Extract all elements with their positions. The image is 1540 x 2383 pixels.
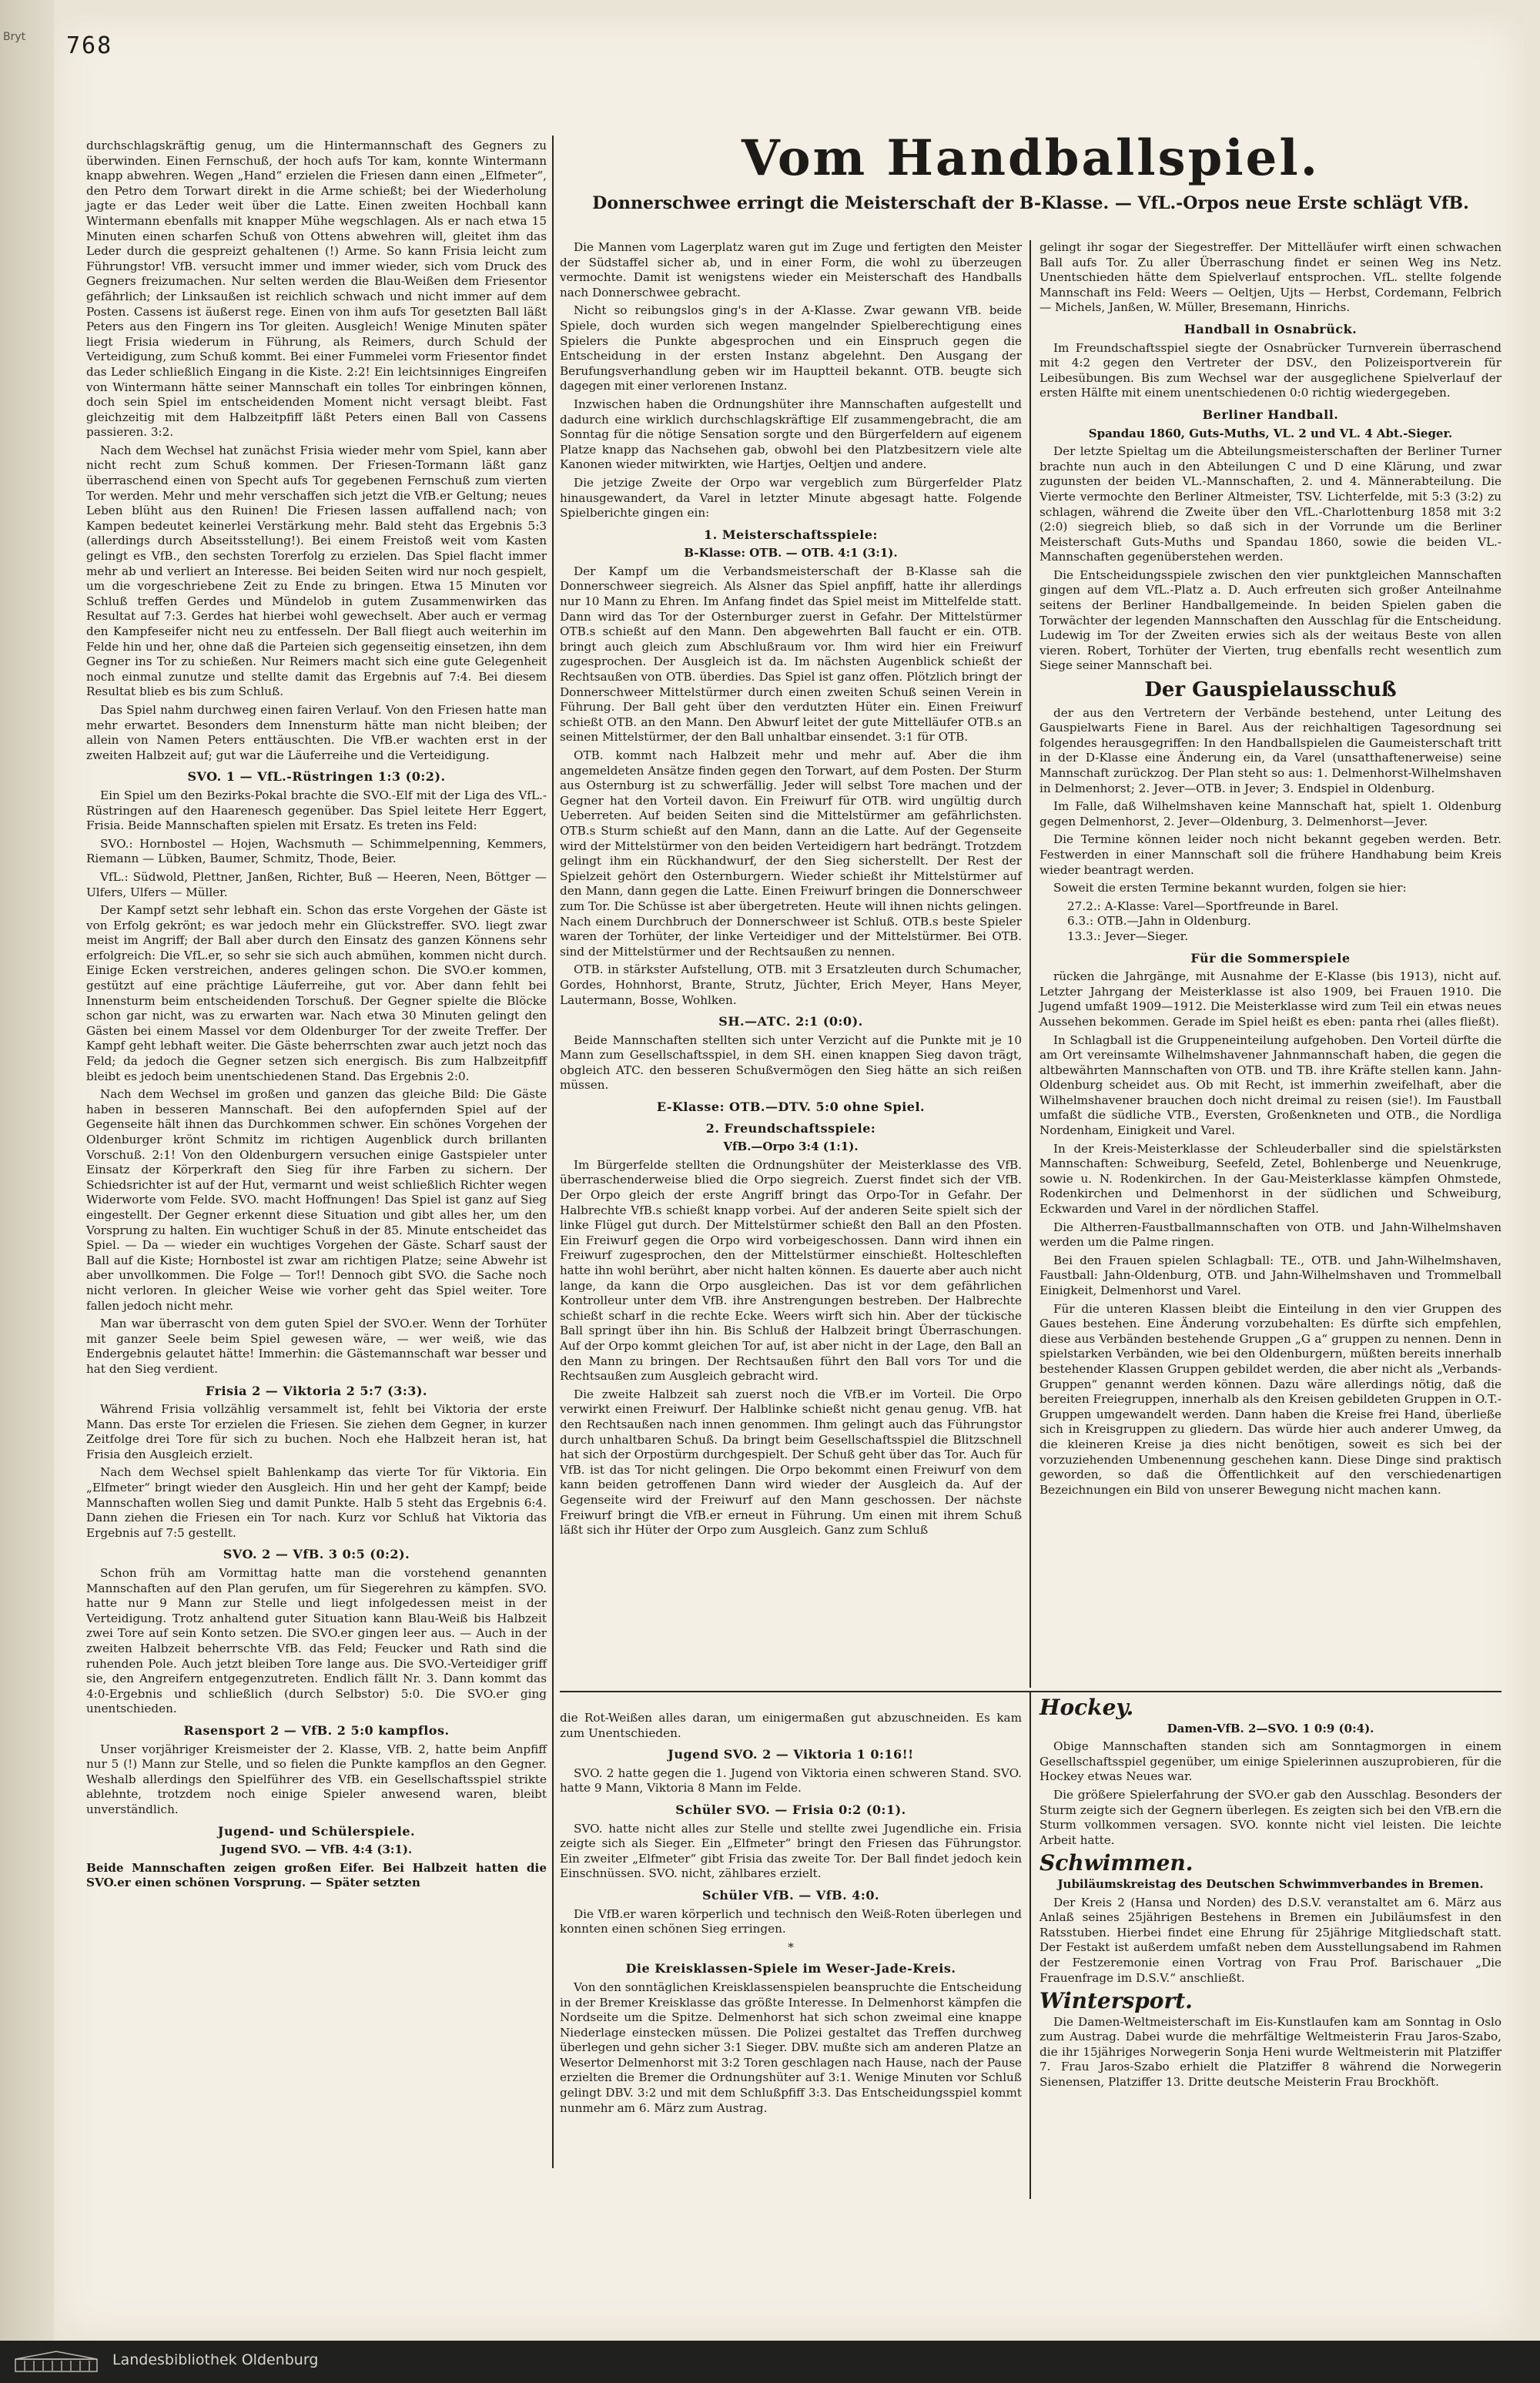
match-heading: SVO. 2 — VfB. 3 0:5 (0:2). xyxy=(223,1547,410,1562)
paragraph: Inzwischen haben die Ordnungshüter ihre Mannschaften aufgestellt und dadurch eine wirklich durchschlagskräftige Elf zusammengebracht, die am Sonntag für die nötige Sensation sorgte und den Bürgerfeldern auf eigenem Platze knapp das Nachsehen gab, obwohl bei den Platzbesitzern viele alte Kanonen wieder mitwirkten, wie Hartjes, Oeltjen und andere. xyxy=(560,397,1022,472)
lineup: VfL.: Südwold, Plettner, Janßen, Richter, Buß — Heeren, Neen, Böttger — Ulfers, Ulfers — Müller. xyxy=(86,869,547,899)
match-heading: SVO. 1 — VfL.-Rüstringen 1:3 (0:2). xyxy=(187,769,446,785)
paragraph: Beide Mannschaften stellten sich unter Verzicht auf die Punkte mit je 10 Mann zum Gesellschaftsspiel, in dem SH. einen knappen Sieg davon trägt, obgleich ATC. den besseren Schußvermögen den Sieg hätte an sich reißen müssen. xyxy=(560,1033,1022,1093)
match-heading: SH.—ATC. 2:1 (0:0). xyxy=(718,1014,863,1029)
paragraph: Der Kampf um die Verbandsmeisterschaft der B-Klasse sah die Donnerschweer siegreich. Als Alsner das Spiel anpfiff, hatte ihr allerdings nur 10 Mann zu Ehren. Im Anfang findet das Spiel meist im Mittelfelde statt. Dann wird das Tor der Osternburger zuerst in Gefahr. Der Mittelstürmer OTB.s schießt auf den Mann. Den abgewehrten Ball faucht er ein. OTB. bringt auch gleich zum Abschlußraum vor. Ihm wird hier ein Freiwurf zugesprochen. Der Ausgleich ist da. Im nächsten Augenblick schießt der Rechtsaußen von OTB. überdies. Das Spiel ist ganz offen. Plötzlich bringt der Donnerschweer Mittelstürmer durch einen zweiten Schuß seinen Verein in Führung. Der Ball geht über den verdutzten Hüter ein. Einen Freiwurf schießt OTB. an den Mann. Den Abwurf leitet der gute Mittelläufer OTB.s an seinen Mittelstürmer, der den Ball unhaltbar einsendet. 3:1 für OTB. xyxy=(560,564,1022,745)
paragraph: Für die unteren Klassen bleibt die Einteilung in den vier Gruppen des Gaues bestehen. Eine Änderung vorzubehalten: Es dürfte sich empfehlen, diese aus Verbänden bestehende Gruppen „G a“ gruppen zu nennen. Denn in spielstarken Verbänden, wie bei den Oldenburgern, müßten bereits innerhalb bestehender Klassen Gruppen gebildet werden, die aber nicht als „Verbands-Gruppen“ genannt werden können. Dazu wäre allerdings nötig, daß die bereiten Freiegruppen, innerhalb als den Kreisen gebildeten Gruppen in O.T.-Gruppen umgewandelt werden. Dann haben die Kreise frei Hand, überließe sich in Kreisgruppen zu gliedern. Das würde hier auch anderer Umweg, da die kleineren Kreise ja dies nicht benötigen, soweit es sich bei der vorzuziehenden Umbenennung geschehen kann. Diese Dinge sind praktisch geworden, so daß die Öffentlichkeit auf den verschiedenartigen Bezeichnungen ein Bild von unserer Bewegung nicht machen kann. xyxy=(1040,1301,1502,1497)
paragraph: Die zweite Halbzeit sah zuerst noch die VfB.er im Vorteil. Die Orpo verwirkt einen Freiwurf. Der Halblinke schießt nicht genau genug. VfB. hat den Rechtsaußen nach innen genommen. Ihm gelingt auch das Führungstor durch unhaltbaren Schuß. Da bringt beim Gesellschaftsspiel die Blitzschnell hat sich der Orpostürm durchgespielt. Der Schuß geht über das Tor. Auch für VfB. ist das Tor nicht gelingen. Die Orpo bekommt einen Freiwurf von dem kann beiden getroffenen Dann wird wieder der Ausgleich da. Auf der Gegenseite wird der Freiwurf auf den Mann geschossen. Der nächste Freiwurf bringt die VfB.er erneut in Führung. Um einen mit ihrem Schuß läßt sich ihr Hüter der Orpo zum Ausgleich. Ganz zum Schluß xyxy=(560,1387,1022,1538)
paragraph: Obige Mannschaften standen sich am Sonntagmorgen in einem Gesellschaftsspiel gegenüber, um einige Spielerinnen auszuprobieren, für die Hockey etwas Neues war. xyxy=(1040,1739,1502,1784)
middle-column xyxy=(560,240,1022,1672)
section-heading: Jugend- und Schülerspiele. xyxy=(217,1823,416,1839)
match-heading: E-Klasse: OTB.—DTV. 5:0 ohne Spiel. xyxy=(656,1099,926,1115)
section-heading: 2. Freundschaftsspiele: xyxy=(705,1120,876,1136)
page-subheadline: Donnerschwee erringt die Meisterschaft der B-Klasse. — VfL.-Orpos neue Erste schlägt VfB. xyxy=(592,193,1469,213)
paragraph: Die Entscheidungsspiele zwischen den vier punktgleichen Mannschaften gingen auf dem VfL.-Platz a. D. Auch erfreuten sich großer Anteilnahme seitens der Berliner Handballgemeinde. In beiden Spielen gaben die Torwächter der legenden Mannschaften den Ausschlag für die Entscheidung. Ludewig im Tor der Zweiten erwies sich als der weitaus Beste von allen vieren. Robert, Torhüter der Vierten, trug ebenfalls recht wesentlich zum Siege seiner Mannschaft bei. xyxy=(1040,567,1502,673)
list-item: 13.3.: Jever—Sieger. xyxy=(1067,929,1189,943)
hockey-title: Hockey. xyxy=(1040,1695,1134,1720)
section-heading: Der Gauspielausschuß xyxy=(1144,678,1397,702)
paragraph: Während Frisia vollzählig versammelt ist, fehlt bei Viktoria der erste Mann. Das erste Tor erzielen die Friesen. Sie ziehen dem Gegner, in kurzer Zeitfolge drei Tore für sich zu buchen. Noch ehe Halbzeit heran ist, hat Frisia den Ausgleich erzielt. xyxy=(86,1402,547,1461)
footer-text: Landesbibliothek Oldenburg xyxy=(112,2351,319,2368)
paragraph: Soweit die ersten Termine bekannt wurden, folgen sie hier: xyxy=(1053,881,1407,895)
paragraph: Die VfB.er waren körperlich und technisch den Weiß-Roten überlegen und konnten einen schönen Sieg erringen. xyxy=(560,1906,1022,1936)
paragraph: Die größere Spielerfahrung der SVO.er gab den Ausschlag. Besonders der Sturm zeigte sich der Gegnern überlegen. Es zeigten sich bei den VfB.ern die Sturm vollkommen versagen. SVO. konnte nicht viel leisten. Die leichte Arbeit hatte. xyxy=(1040,1787,1502,1847)
scan-left-edge xyxy=(0,0,54,2383)
paragraph: Schon früh am Vormittag hatte man die vorstehend genannten Mannschaften auf den Plan gerufen, um für Siegerehren zu kämpfen. SVO. hatte nur 9 Mann zur Stelle und liegt infolgedessen meist in der Verteidigung. Trotz anhaltend guter Situation kann Blau-Weiß bis Halbzeit zwei Tore auf sein Konto setzen. Die SVO.er gingen leer aus. — Auch in der zweiten Halbzeit beherrschte VfB. das Feld; Feucker und Rath sind die ruhenden Pole. Auch jetzt bleiben Tore lange aus. Die SVO.-Verteidiger griff sie, den Angreifern entgegenzutreten. Endlich fällt Nr. 3. Dann kommt das 4:0-Ergebnis und schließlich (durch Selbstor) 5:0. Die SVO.er ging unentschieden. xyxy=(86,1566,547,1716)
paragraph: Von den sonntäglichen Kreisklassenspielen beanspruchte die Entscheidung in der Bremer Kreisklasse das größte Interesse. In Delmenhorst kämpfen die Nordseite um die Spitze. Delmenhorst hat sich schon zweimal eine knappe Niederlage einstecken müssen. Die Polizei gestaltet das Treffen durchweg überlegen und gehn sicher 3:1 Sieger. DBV. mußte sich am anderen Platze an Wesertor Delmenhorst mit 3:2 Toren geschlagen nach Hause, nach der Pause erzielten die Bremer die Ordnungshüter auf 3:1. Wenige Minuten vor Schluß gelingt DBV. 3:2 und mit dem Schlußpfiff 3:3. Das Entscheidungsspiel kommt nunmehr am 6. März zum Austrag. xyxy=(560,1980,1022,2115)
paragraph: Im Bürgerfelde stellten die Ordnungshüter der Meisterklasse des VfB. überraschenderweise blied die Orpo siegreich. Zuerst findet sich der VfB. Der Orpo gleich der erste Angriff bringt das Orpo-Tor in Gefahr. Der Halbrechte VfB.s schießt knapp vorbei. Auf der anderen Seite spielt sich der linke Flügel gut durch. Der Mittelstürmer schießt den Ball an den Pfosten. Ein Freiwurf gegen die Orpo wird vorbeigeschossen. Dann wird ihnen ein Freiwurf zugesprochen, den der Mittelstürmer einschießt. Holteschleften hatte ihn wohl berührt, aber nicht halten können. Es dauerte aber auch nicht lange, da kann die Orpo ausgleichen. Das ist vor dem gefährlichen Kontrolleur unter dem VfB. ihre Anstrengungen bestreben. Der Halbrechte schießt scharf in die rechte Ecke. Weers wirft sich hin. Aber der tückische Ball springt über ihn hin. Bis Schluß der Halbzeit bringt Überraschungen. Auf der Orpo kommt gleichen Tor auf, ist aber nicht in der Lage, den Ball an den Mann zu bringen. Der Rechtsaußen führt den Ball vors Tor und die Rechtsaußen zum Ausgleich gebracht wird. xyxy=(560,1157,1022,1384)
paragraph: Nach dem Wechsel hat zunächst Frisia wieder mehr vom Spiel, kann aber nicht recht zum Schuß kommen. Der Friesen-Tormann läßt ganz überraschend einen von Specht aufs Tor gegebenen Fernschuß zum vierten Tor werden. Mehr und mehr verschaffen sich jetzt die VfB.er Geltung; neues Leben blüht aus den Ruinen! Die Friesen lassen auffallend nach; von Kampen bedeutet keinerlei Verstärkung mehr. Bald steht das Ergebnis 5:3 (allerdings durch Abseitsstellung!). Bei einem Freistoß weit vom Kasten gelingt es VfB., den sechsten Torerfolg zu erzielen. Das Spiel flacht immer mehr ab und verliert an Interesse. Bei beiden Seiten wird nur noch gespielt, um die vorgeschriebene Zeit zu Ende zu bringen. Etwa 15 Minuten vor Schluß treffen Gerdes und Mündelob in gutem Zusammenwirken das Resultat auf 7:3. Gerdes hat hierbei wohl gewechselt. Aber auch er vermag den Kampfeseifer nicht neu zu entfesseln. Der Ball fliegt auch weiterhin im Felde hin und her, ohne daß die Parteien sich gegenseitig einsetzen, ihn dem Gegner ins Tor zu schießen. Nur Reimers macht sich eine gute Gelegenheit noch einmal zunutze und stellte damit das Ergebnis auf 7:4. Bei diesem Resultat blieb es bis zum Schluß. xyxy=(86,443,547,699)
paragraph: Die Damen-Weltmeisterschaft im Eis-Kunstlaufen kam am Sonntag in Oslo zum Austrag. Dabei wurde die mehrfältige Weltmeisterin Frau Jaros-Szabo, die ihr 15jähriges Norwegerin Sonja Heni wurde Weltmeisterin mit Platziffer 7. Frau Jaros-Szabo erhielt die Platziffer 8 während die Norwegerin Sienensen, Platziffer 13. Dritte deutsche Meisterin Frau Brockhöft. xyxy=(1040,2014,1502,2090)
corner-mark: Bryt xyxy=(3,31,26,43)
paragraph: die Rot-Weißen alles daran, um einigermaßen gut abzuschneiden. Es kam zum Unentschieden. xyxy=(560,1711,1022,1740)
paragraph: Nach dem Wechsel spielt Bahlenkamp das vierte Tor für Viktoria. Ein „Elfmeter“ bringt wieder den Ausgleich. Hin und her geht der Kampf; beide Mannschaften wollen Sieg und damit Punkte. Halb 5 steht das Ergebnis 6:4. Dann ziehen die Friesen ein Tor nach. Kurz vor Schluß hat Viktoria das Ergebnis auf 7:5 gestellt. xyxy=(86,1465,547,1540)
match-heading: Damen-VfB. 2—SVO. 1 0:9 (0:4). xyxy=(1167,1721,1374,1735)
paragraph: der aus den Vertretern der Verbände bestehend, unter Leitung des Gauspielwarts Fiene in Barel. Aus der reichhaltigen Tagesordnung sei folgendes herausgegriffen: In den Handballspielen die Gaumeisterschaft tritt in der D-Klasse eine Änderung ein, da Varel (unsatthaftenerweise) seine Mannschaft zurückzog. Der Plan steht so aus: 1. Delmenhorst-Wilhelmshaven in Delmenhorst; 2. Jever—OTB. in Jever; 3. Endspiel in Oldenburg. xyxy=(1040,705,1502,795)
list-item: 27.2.: A-Klasse: Varel—Sportfreunde in Barel. xyxy=(1067,899,1339,913)
paragraph: Die Mannen vom Lagerplatz waren gut im Zuge und fertigten den Meister der Südstaffel sicher ab, und in einer Form, die wohl zu überzeugen vermochte. Damit ist wenigstens wieder ein Meisterschaft des Handballs nach Donnerschwee gebracht. xyxy=(560,240,1022,300)
column-rule-2 xyxy=(1029,240,1031,1688)
match-heading: Rasensport 2 — VfB. 2 5:0 kampflos. xyxy=(183,1722,450,1738)
column-rule-1 xyxy=(552,136,554,2168)
middle-bottom-column xyxy=(560,1711,1022,2204)
sports-briefs xyxy=(1040,1695,1502,2208)
paragraph: SVO. 2 hatte gegen die 1. Jugend von Viktoria einen schweren Stand. SVO. hatte 9 Mann, Viktoria 8 Mann im Felde. xyxy=(560,1765,1022,1796)
paragraph: rücken die Jahrgänge, mit Ausnahme der E-Klasse (bis 1913), nicht auf. Letzter Jahrgang der Meisterklasse ist also 1909, bei Frauen 1910. Die Jugend umfaßt 1909—1912. Die Meisterklasse wird zum Teil ein etwas neues Aussehen bekommen. Gerade im Spiel heißt es eben: panta rhei (alles fließt). xyxy=(1040,969,1502,1029)
match-heading: Spandau 1860, Guts-Muths, VL. 2 und VL. 4 Abt.-Sieger. xyxy=(1088,426,1453,440)
paragraph: durchschlagskräftig genug, um die Hintermannschaft des Gegners zu überwinden. Einen Fernschuß, der hoch aufs Tor kam, konnte Wintermann knapp abwehren. Wegen „Hand“ erzielen die Friesen dann einen „Elfmeter“, den Petro dem Torwart direkt in die Arme schießt; bei der Wiederholung jagte er das Leder weit über die Latte. Einen zweiten Hochball kann Wintermann ebenfalls mit knapper Mühe wegschlagen. Als er nach etwa 15 Minuten einen scharfen Schuß von Ottens abwehren will, gleitet ihm das Leder durch die gespreizt gehaltenen (!) Arme. So kann Frisia leicht zum Führungstor! VfB. versucht immer und immer wieder, sich vom Druck des Gegners freizumachen. Nur selten werden die Blau-Weißen dem Friesentor gefährlich; der Linksaußen ist reichlich schwach und nicht immer auf dem Posten. Cassens ist äußerst rege. Einen von ihm aufs Tor gesetzten Ball läßt Peters aus den Fingern ins Tor gleiten. Ausgleich! Wenige Minuten später liegt Frisia wiederum in Führung, als Reimers, durch Schuld der Verteidigung, zum Schuß kommt. Bei einer Fummelei vorm Friesentor findet das Leder schließlich Eingang in die Kiste. 2:2! Ein leichtsinniges Eingreifen von Wintermann hätte seiner Mannschaft ein tolles Tor einbringen können, doch sein Spiel im entscheidenden Moment nicht versagt bleibt. Fast gleichzeitig mit dem Halbzeitpfiff läßt Peters einen Ball von Cassens passieren. 3:2. xyxy=(86,139,547,440)
separator-star: * xyxy=(788,1940,794,1954)
paragraph: Die jetzige Zweite der Orpo war vergeblich zum Bürgerfelder Platz hinausgewandert, da Varel in letzter Minute abgesagt hatte. Folgende Spielberichte gingen ein: xyxy=(560,475,1022,520)
paragraph: Nicht so reibungslos ging's in der A-Klasse. Zwar gewann VfB. beide Spiele, doch wurden sich wegen mangelnder Spielberechtigung eines Spielers die Punkte abgesprochen und ein Einspruch gegen die Entscheidung in der ersten Instanz abgelehnt. Den Ausgang der Berufungsverhandlung geben wir im Hauptteil bekannt. OTB. beugte sich dagegen mit einer verlorenen Instanz. xyxy=(560,303,1022,393)
paragraph: OTB. kommt nach Halbzeit mehr und mehr auf. Aber die ihm angemeldeten Ansätze finden gegen den Torwart, auf dem Posten. Der Sturm aus Osternburg ist zu schwerfällig. Jeder will selbst Tore machen und der Gegner hat den Vorteil davon. Ein Freiwurf für OTB. wird ungültig durch Ueberreten. Auf beiden Seiten sind die Mittelstürmer am gefährlichsten. OTB.s Sturm schießt auf den Mann, dann an die Latte. Auf der Gegenseite wird der Mittelstürmer von den beiden Verteidigern hart bedrängt. Trotzdem gelingt ihm ein Rückhandwurf, der den Sieg sicherstellt. Der Rest der Spielzeit gehört den Osternburgern. Wieder schießt ihr Mittelstürmer auf den Mann, dann gegen die Latte. Einen Freiwurf bringen die Donnerschweer zum Tor. Die Schüsse ist aber übergetreten. Heute will ihnen nichts gelingen. Nach einem Durchbruch der Donnerschweer ist Schluß. OTB.s beste Spieler waren der Torhüter, der linke Verteidiger und der Mittelstürmer. Bei OTB. sind der Mittelstürmer und der Rechtsaußen zu nennen. xyxy=(560,748,1022,959)
lineup: SVO.: Hornbostel — Hojen, Wachsmuth — Schimmelpenning, Kemmers, Riemann — Lübken, Baumer, Schmitz, Thode, Beier. xyxy=(86,836,547,866)
paragraph: Der Kreis 2 (Hansa und Norden) des D.S.V. veranstaltet am 6. März aus Anlaß seines 25jährigen Bestehens in Bremen ein Jubiläumsfest in den Ratsstuben. Hierbei findet eine Ehrung für 25jährige Mitgliedschaft statt. Der Festakt ist außerdem umfaßt neben dem Ausstellungsabend im Rahmen der Festzeremonie einen Vortrag von Frau Prof. Barischauer „Die Frauenfrage im D.S.V.“ anschließt. xyxy=(1040,1895,1502,1985)
page-headline: Vom Handballspiel. xyxy=(742,129,1320,187)
match-heading: B-Klasse: OTB. — OTB. 4:1 (3:1). xyxy=(684,546,898,561)
column-rule-3 xyxy=(1029,1691,1031,2199)
section-heading: Die Kreisklassen-Spiele im Weser-Jade-Kreis. xyxy=(625,1961,956,1976)
library-building-icon xyxy=(14,2350,99,2373)
paragraph: Nach dem Wechsel im großen und ganzen das gleiche Bild: Die Gäste haben in besseren Mannschaft. Bei den aufopfernden Spiel auf der Gegenseite hält ihnen das Durchkommen schwer. Ein schönes Vorgehen der Oldenburger krönt Schmitz im richtigen Augenblick durch brillanten Vorschuß. 2:1! Von den Oldenburgern versuchen einige Gastspieler unter Einsatz der Körperkraft den Sieg für ihre Farben zu sichern. Der Schiedsrichter ist auf der Hut, vermarnt und weist schließlich Richter wegen Widerworte vom Felde. SVO. macht Hoffnungen! Das Spiel ist ganz auf Sieg eingestellt. Der Gegner erkennt diese Situation und gibt alles her, um den Vorsprung zu halten. Ein wuchtiger Schuß in der 85. Minute entscheidet das Spiel. — Da — wieder ein wuchtiges Vorgehen der Gäste. Scharf saust der Ball auf die Kiste; Hornbostel ist zwar am richtigen Platze; seine Abwehr ist aber unvollkommen. Die Folge — Tor!! Dennoch gibt SVO. die Sache noch nicht verloren. In gleicher Weise wie vorher geht das Spiel weiter. Tore fallen jedoch nicht mehr. xyxy=(86,1087,547,1313)
section-heading: 1. Meisterschaftsspiele: xyxy=(704,527,878,542)
paragraph: In der Kreis-Meisterklasse der Schleuderballer sind die spielstärksten Mannschaften: Schweiburg, Seefeld, Zetel, Bohlenberge und Neuenkruge, sowie u. N. Rodenkirchen. In der Gau-Meisterklasse kämpfen Ohmstede, Rodenkirchen und Delmenhorst in der südlichen und Schweiburg, Eckwarden und Varel in der nördlichen Staffel. xyxy=(1040,1141,1502,1217)
section-heading: Für die Sommerspiele xyxy=(1190,950,1351,966)
date-list xyxy=(1067,899,1502,945)
paragraph: Bei den Frauen spielen Schlagball: TE., OTB. und Jahn-Wilhelmshaven, Faustball: Jahn-Oldenburg, OTB. und Jahn-Wilhelmshaven und Trommelball Einigkeit, Delmenhorst und Varel. xyxy=(1040,1253,1502,1297)
section-heading: Handball in Osnabrück. xyxy=(1183,321,1358,336)
match-heading: VfB.—Orpo 3:4 (1:1). xyxy=(723,1140,859,1154)
paragraph: SVO. hatte nicht alles zur Stelle und stellte zwei Jugendliche ein. Frisia zeigte sich als Sieger. Ein „Elfmeter“ bringt den Friesen das Führungstor. Ein zweiter „Elfmeter“ gibt Frisia das zweite Tor. Der Ball findet jedoch kein Einschnüssen. SVO. nicht, zählbares erzielt. xyxy=(560,1821,1022,1881)
match-heading: Jugend SVO. 2 — Viktoria 1 0:16!! xyxy=(668,1747,914,1762)
paragraph: Man war überrascht von dem guten Spiel der SVO.er. Wenn der Torhüter mit ganzer Seele beim Spiel gewesen wäre, — wer weiß, wie das Endergebnis gelautet hätte! Immerhin: die Gästemannschaft war besser und hat den Sieg verdient. xyxy=(86,1317,547,1376)
paragraph: Das Spiel nahm durchweg einen fairen Verlauf. Von den Friesen hatte man mehr erwartet. Besonders dem Innensturm hätte man nicht bleiben; der allein von Namen Peters enttäuschten. Die VfB.er wachten erst in der zweiten Halbzeit auf; gut war die Läuferreihe und die Verteidigung. xyxy=(86,702,547,762)
schwimmen-title: Schwimmen. xyxy=(1040,1850,1194,1876)
match-heading: Schüler SVO. — Frisia 0:2 (0:1). xyxy=(675,1802,906,1817)
paragraph: In Schlagball ist die Gruppeneinteilung aufgehoben. Den Vorteil dürfte die am Ort vereinsamte Wilhelmshavener Jahnmannschaft haben, die gegen die altbewährten Mannschaften von OTB. und TB. ihre Kräfte stellen kann. Jahn-Oldenburg scheidet aus. Ob mit Recht, ist immerhin zweifelhaft, aber die Wilhelmshavener brauchen doch nicht dreimal zu reisen (sie!). Im Faustball umfaßt die südliche VTB., Eversten, Großenkneten und OTB., die Nordliga Nordenham, Einigkeit und Varel. xyxy=(1040,1033,1502,1138)
paragraph: Der letzte Spieltag um die Abteilungsmeisterschaften der Berliner Turner brachte nun auch in den Abteilungen C und D eine Klärung, und zwar zugunsten der beiden VL.-Mannschaften, 2. und 4. Männerabteilung. Die Vierte vermochte den Berliner Altmeister, TSV. Lichterfelde, mit 5:3 (3:2) zu schlagen, während die Zweite über den VfL.-Charlottenburg 1858 mit 3:2 (2:0) siegreich blieb, so daß sich in der Vorrunde um die Berliner Meisterschaft Guts-Muths und Spandau 1860, sowie die beiden VL.-Mannschaften gegenüberstehen werden. xyxy=(1040,444,1502,564)
match-heading: Frisia 2 — Viktoria 2 5:7 (3:3). xyxy=(205,1383,427,1398)
lineup: OTB. in stärkster Aufstellung, OTB. mit 3 Ersatzleuten durch Schumacher, Gordes, Hohnhorst, Brante, Strutz, Jüchter, Erich Meyer, Hans Meyer, Lautermann, Bosse, Wohlken. xyxy=(560,962,1022,1007)
paragraph: Unser vorjähriger Kreismeister der 2. Klasse, VfB. 2, hatte beim Anpfiff nur 5 (!) Mann zur Stelle, und so fielen die Punkte kampflos an den Gegner. Weshalb allerdings den Spielführer des VfB. ein Gesellschaftsspiel strikte ablehnte, trotzdem noch einige Spieler anwesend waren, bleibt unverständlich. xyxy=(86,1742,547,1816)
paragraph: Im Freundschaftsspiel siegte der Osnabrücker Turnverein überraschend mit 4:2 gegen den Vertreter der DSV., den Polizeisportverein für Leibesübungen. Bis zum Wechsel war der ausgeglichene Spielverlauf der ersten Hälfte mit einem unentschiedenen 0:0 richtig wiedergegeben. xyxy=(1040,340,1502,400)
paragraph: Im Falle, daß Wilhelmshaven keine Mannschaft hat, spielt 1. Oldenburg gegen Delmenhorst, 2. Jever—Oldenburg, 3. Delmenhorst—Jever. xyxy=(1040,799,1502,828)
paragraph: Die Termine können leider noch nicht bekannt gegeben werden. Betr. Festwerden in einer Mannschaft soll die frühere Handhabung beim Kreis wieder beantragt werden. xyxy=(1040,832,1502,877)
page-number: 768 xyxy=(66,32,113,59)
match-heading: Jugend SVO. — VfB. 4:4 (3:1). xyxy=(220,1842,413,1857)
paragraph: Der Kampf setzt sehr lebhaft ein. Schon das erste Vorgehen der Gäste ist von Erfolg gekrönt; es war jedoch mehr ein Glückstreffer. SVO. liegt zwar meist im Angriff; der Ball aber durch den Einsatz des ganzen Könnens sehr erfolgreich: Die VfL.er, so sehr sie sich auch abmühen, kommen nicht durch. Einige Ecken verstreichen, anderes gelingen schon. Die SVO.er kommen, gestützt auf eine prächtige Läuferreihe, gut vor. Aber dann fehlt bei Innensturm beim entscheidenden Torschuß. Der Gegner spielte die Blöcke schon gar nicht, was zu erwarten war. Nach etwa 30 Minuten gelingt den Gästen bei einem Massel vor dem Oldenburger Tor der zweite Treffer. Der Kampf geht lebhaft weiter. Die Gäste beherrschten zwar auch jetzt noch das Feld; da jedoch die Gegner setzen sich energisch. Bis zum Halbzeitpfiff bleibt es jedoch beim unentschiedenen Stand. Das Ergebnis 2:0. xyxy=(86,903,547,1083)
paragraph: Die Altherren-Faustballmannschaften von OTB. und Jahn-Wilhelmshaven werden um die Palme ringen. xyxy=(1040,1220,1502,1250)
wintersport-title: Wintersport. xyxy=(1040,1988,1193,2014)
section-heading: Berliner Handball. xyxy=(1202,407,1339,422)
section-heading: Jubiläumskreistag des Deutschen Schwimmverbandes in Bremen. xyxy=(1057,1876,1484,1891)
list-item: 6.3.: OTB.—Jahn in Oldenburg. xyxy=(1067,914,1251,929)
left-column xyxy=(86,139,547,2140)
paragraph: Ein Spiel um den Bezirks-Pokal brachte die SVO.-Elf mit der Liga des VfL.-Rüstringen auf den Haarenesch gegenüber. Das Spiel leitete Herr Eggert, Frisia. Beide Mannschaften spielen mit Ersatz. Es treten ins Feld: xyxy=(86,788,547,833)
paragraph: gelingt ihr sogar der Siegestreffer. Der Mittelläufer wirft einen schwachen Ball aufs Tor. Zu aller Überraschung findet er seinen Weg ins Netz. Unentschieden hätte dem Spielverlauf entsprochen. VfL. stellte folgende Mannschaft ins Feld: Weers — Oeltjen, Ujts — Herbst, Cordemann, Felbrich — Michels, Janßen, W. Müller, Bresemann, Hinrichs. xyxy=(1040,240,1502,315)
paragraph: Beide Mannschaften zeigen großen Eifer. Bei Halbzeit hatten die SVO.er einen schönen Vorsprung. — Später setzten xyxy=(86,1860,547,1890)
match-heading: Schüler VfB. — VfB. 4:0. xyxy=(701,1887,880,1903)
library-footer xyxy=(0,2341,1540,2383)
right-column xyxy=(1040,240,1502,1497)
